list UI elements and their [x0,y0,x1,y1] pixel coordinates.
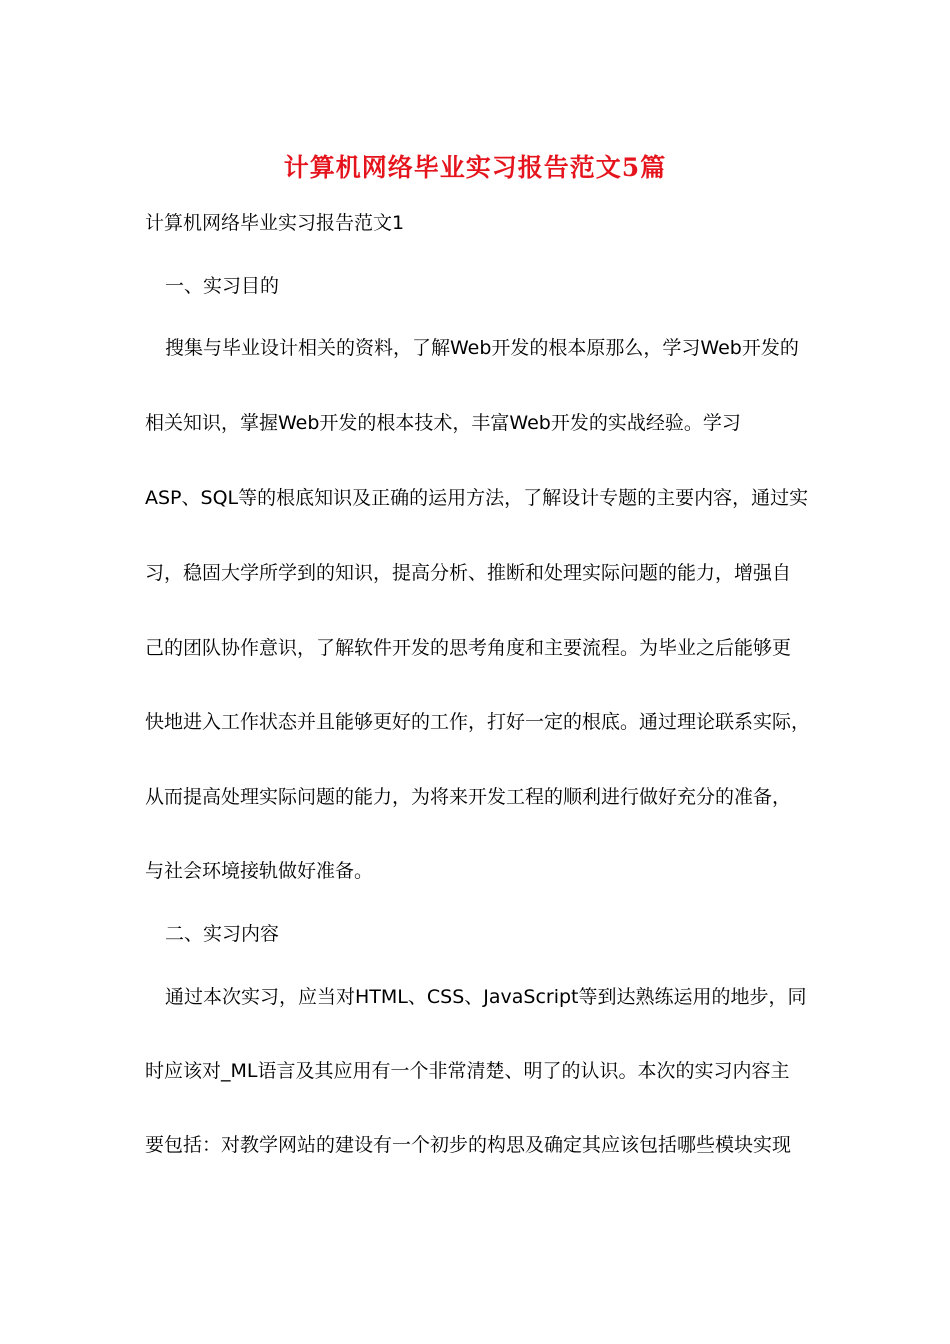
paragraph-line: 通过本次实习，应当对HTML、CSS、JavaScript等到达熟练运用的地步，同 [165,986,807,1008]
paragraph-line: 己的团队协作意识，了解软件开发的思考角度和主要流程。为毕业之后能够更 [145,637,792,659]
paragraph-line: 要包括：对教学网站的建设有一个初步的构思及确定其应该包括哪些模块实现 [145,1134,792,1156]
paragraph-line: 习，稳固大学所学到的知识，提高分析、推断和处理实际问题的能力，增强自 [145,562,792,584]
paragraph-line: 从而提高处理实际问题的能力，为将来开发工程的顺利进行做好充分的准备， [145,786,792,808]
paragraph-line: 时应该对_ML语言及其应用有一个非常清楚、明了的认识。本次的实习内容主 [145,1060,790,1082]
section-heading-purpose: 一、实习目的 [165,275,280,297]
section-heading-report-1: 计算机网络毕业实习报告范文1 [145,212,405,234]
paragraph-line: 搜集与毕业设计相关的资料，了解Web开发的根本原那么，学习Web开发的 [165,337,799,359]
document-title: 计算机网络毕业实习报告范文5篇 [283,153,667,182]
paragraph-line: 相关知识，掌握Web开发的根本技术，丰富Web开发的实战经验。学习 [145,412,741,434]
section-heading-content: 二、实习内容 [165,923,280,945]
paragraph-line: 快地进入工作状态并且能够更好的工作，打好一定的根底。通过理论联系实际， [145,711,811,733]
paragraph-line: ASP、SQL等的根底知识及正确的运用方法，了解设计专题的主要内容，通过实 [145,487,809,509]
paragraph-line: 与社会环境接轨做好准备。 [145,860,374,882]
